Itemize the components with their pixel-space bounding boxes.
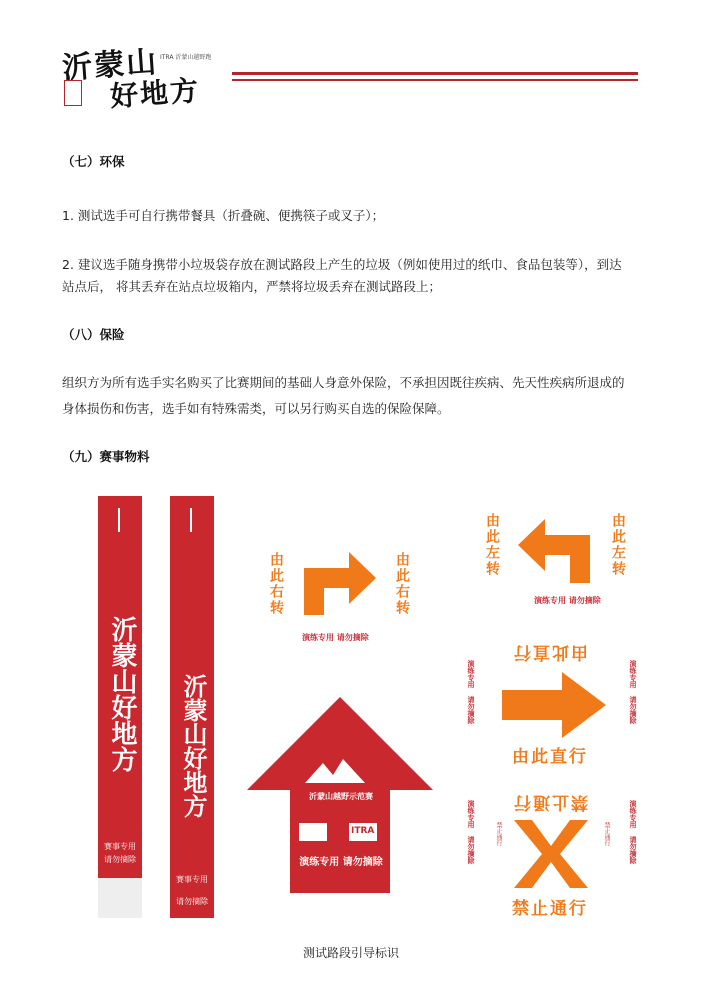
sign-text: 由此右转 (394, 552, 410, 616)
sign-text: 由此直行 (512, 747, 588, 767)
header-rule-bottom (232, 79, 638, 81)
big-arrow-footer: 演练专用 请勿摘除 (299, 857, 383, 868)
banner-slogan: 沂蒙山好地方 (179, 674, 208, 818)
logo-line1: 沂蒙山 (61, 44, 160, 87)
sign-text: 由此左转 (484, 513, 500, 577)
paragraph: 身体损伤和伤害，选手如有特殊需类，可以另行购买自选的保险保障。 (62, 401, 450, 416)
sign-footer: 演练专用 请勿摘除 (302, 633, 369, 642)
figure-caption: 测试路段引导标识 (302, 946, 399, 960)
banner-bottom-text: 赛事专用 (104, 842, 136, 851)
sign-right-turn (262, 540, 422, 655)
logo-small-text: ITRA 沂蒙山越野跑 (160, 54, 212, 61)
header-rule-top (232, 72, 638, 75)
sign-side-text: 演练专用 请勿摘除 (629, 660, 637, 724)
section-title-materials: （九）赛事物料 (62, 449, 150, 464)
sign-text: 由此右转 (268, 552, 284, 616)
banner-bottom-text: 请勿摘除 (104, 855, 136, 864)
sign-side-text: 演练专用 请勿摘除 (467, 660, 475, 724)
banner (170, 496, 214, 918)
sign-forbidden (462, 790, 642, 920)
itra-logo: ITRA (351, 826, 375, 836)
paragraph: 组织方为所有选手实名购买了比赛期间的基础人身意外保险，不承担因既往疾病、先天性疾病所退成的 (62, 375, 625, 390)
paragraph: 2. 建议选手随身携带小垃圾袋存放在测试路段上产生的垃圾（例如使用过的纸巾、食品包装等），到达 (62, 257, 622, 272)
section-title-environment: （七）环保 (62, 154, 125, 169)
arrow-left-icon (508, 505, 600, 587)
sign-straight (462, 640, 642, 770)
materials-figure (0, 480, 702, 960)
banner-bottom-text: 请勿摘除 (176, 897, 208, 906)
banner-bottom-text: 赛事专用 (176, 875, 208, 884)
logo-seal (64, 80, 82, 106)
logo-line2: 好地方 (109, 73, 202, 114)
sign-text-upside: 由此直行 (512, 642, 588, 662)
paragraph: 1. 测试选手可自行携带餐具（折叠碗、便携筷子或叉子）； (62, 208, 385, 223)
banner (98, 496, 142, 918)
sign-small-text: 禁止通行 (495, 822, 502, 846)
sign-left-turn (478, 505, 638, 615)
banner-slogan: 沂蒙山好地方 (107, 616, 137, 772)
sign-footer: 演练专用 请勿摘除 (534, 596, 601, 605)
sign-small-text: 禁止通行 (603, 822, 610, 846)
big-arrow-title: 沂蒙山越野示范赛 (309, 792, 373, 801)
arrow-forward-icon (500, 670, 610, 740)
sign-text: 由此左转 (610, 513, 626, 577)
header (0, 0, 702, 120)
arrow-right-icon (294, 540, 384, 620)
forbidden-x-icon (510, 816, 592, 892)
sign-text: 禁止通行 (512, 899, 588, 919)
sign-side-text: 演练专用 请勿摘除 (629, 800, 637, 864)
sign-text-upside: 禁止通行 (512, 792, 588, 812)
paragraph: 站点后， 将其丢弃在站点垃圾箱内，严禁将垃圾丢弃在测试路段上； (62, 279, 441, 294)
big-arrow-sign (245, 695, 435, 895)
sign-side-text: 演练专用 请勿摘除 (467, 800, 475, 864)
section-title-insurance: （八）保险 (62, 327, 125, 342)
